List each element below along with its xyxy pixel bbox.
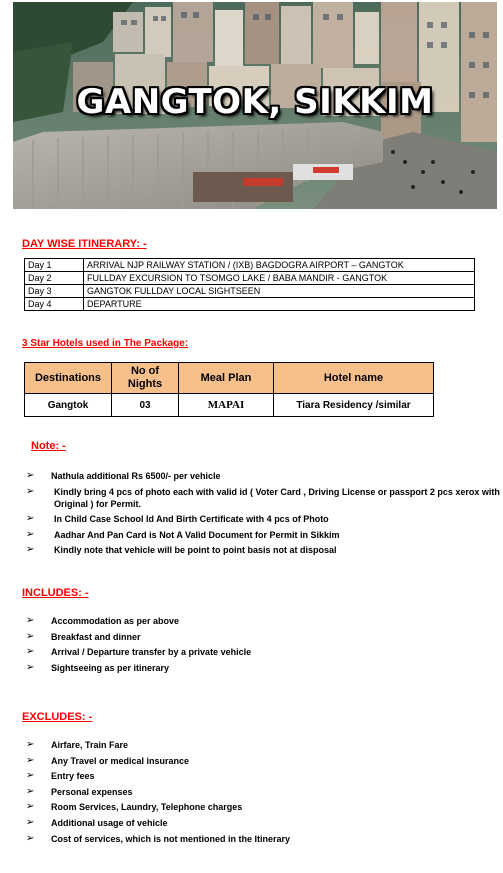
- list-item: ➢ Kindly bring 4 pcs of photo each with valid id ( Voter Card , Driving License or passport 2 pcs xerox with Original ) for Permit.: [26, 485, 500, 509]
- table-row: [25, 298, 475, 311]
- list-item: ➢ In Child Case School Id And Birth Certificate with 4 pcs of Photo: [26, 513, 329, 524]
- arrow-bullet-icon: ➢: [26, 630, 35, 642]
- list-item: ➢ Accommodation as per above: [26, 615, 180, 626]
- table-row: [25, 259, 475, 272]
- day-cell: Day 1: [25, 259, 84, 272]
- desc-cell: FULLDAY EXCURSION TO TSOMGO LAKE / BABA MANDIR - GANGTOK: [84, 272, 475, 285]
- hero-banner: [13, 2, 497, 209]
- excludes-heading-suffix: : -: [81, 711, 93, 723]
- arrow-bullet-icon: ➢: [26, 544, 35, 555]
- list-item: ➢ Kindly note that vehicle will be point to point basis not at disposal: [26, 544, 337, 555]
- arrow-bullet-icon: ➢: [26, 615, 35, 626]
- arrow-bullet-icon: ➢: [26, 470, 35, 481]
- list-item: ➢ Personal expenses: [26, 785, 133, 797]
- list-item: ➢ Entry fees: [26, 770, 95, 782]
- desc-cell: DEPARTURE: [84, 298, 475, 311]
- arrow-bullet-icon: ➢: [26, 801, 35, 813]
- list-item: ➢ Sightseeing as per itinerary: [26, 661, 170, 673]
- note-heading-suffix: : -: [55, 440, 66, 452]
- col-destinations: Destinations: [25, 363, 112, 394]
- arrow-bullet-icon: ➢: [26, 646, 35, 658]
- table-row: [25, 272, 475, 285]
- excludes-list: [26, 739, 290, 848]
- day-cell: Day 3: [25, 285, 84, 298]
- arrow-bullet-icon: ➢: [26, 485, 35, 497]
- nights-cell: 03: [112, 394, 179, 417]
- desc-cell: GANGTOK FULLDAY LOCAL SIGHTSEEN: [84, 285, 475, 298]
- note-heading: [31, 440, 66, 452]
- col-meal-plan: Meal Plan: [179, 363, 274, 394]
- arrow-bullet-icon: ➢: [26, 739, 35, 750]
- arrow-bullet-icon: ➢: [26, 770, 35, 782]
- note-heading-label: Note: [31, 440, 56, 452]
- list-item: ➢ Aadhar And Pan Card is Not A Valid Document for Permit in Sikkim: [26, 528, 340, 540]
- list-item: ➢ Additional usage of vehicle: [26, 816, 168, 828]
- hotel-name-cell: Tiara Residency /similar: [274, 394, 434, 417]
- table-row: [25, 285, 475, 298]
- includes-heading-label: INCLUDES: [22, 587, 79, 599]
- includes-heading-suffix: : -: [78, 587, 89, 599]
- itinerary-table: [24, 258, 475, 311]
- list-item: ➢ Airfare, Train Fare: [26, 739, 129, 750]
- hero-title: GANGTOK, SIKKIM: [76, 82, 434, 122]
- list-item: ➢ Cost of services, which is not mentioned in the Itinerary: [26, 832, 291, 844]
- meal-plan-cell: MAPAI: [179, 394, 274, 417]
- list-item: ➢ Nathula additional Rs 6500/- per vehicle: [26, 470, 221, 481]
- hotels-heading: 3 Star Hotels used in The Package:: [22, 338, 189, 349]
- arrow-bullet-icon: ➢: [26, 832, 35, 844]
- desc-cell: ARRIVAL NJP RAILWAY STATION / (IXB) BAGDOGRA AIRPORT – GANGTOK: [84, 259, 475, 272]
- note-list: [26, 470, 503, 560]
- destination-cell: Gangtok: [25, 394, 112, 417]
- list-item: ➢ Room Services, Laundry, Telephone charges: [26, 801, 243, 813]
- list-item: ➢ Any Travel or medical insurance: [26, 754, 190, 766]
- list-item: ➢ Arrival / Departure transfer by a private vehicle: [26, 646, 252, 658]
- arrow-bullet-icon: ➢: [26, 661, 35, 673]
- includes-list: [26, 615, 251, 677]
- arrow-bullet-icon: ➢: [26, 785, 35, 797]
- arrow-bullet-icon: ➢: [26, 513, 35, 524]
- table-header-row: [25, 363, 434, 394]
- arrow-bullet-icon: ➢: [26, 528, 35, 540]
- table-row: [25, 394, 434, 417]
- arrow-bullet-icon: ➢: [26, 754, 35, 766]
- itinerary-heading: DAY WISE ITINERARY: -: [22, 238, 147, 250]
- col-nights: No of Nights: [112, 363, 179, 394]
- col-hotel-name: Hotel name: [274, 363, 434, 394]
- hotels-table: [24, 362, 434, 417]
- day-cell: Day 2: [25, 272, 84, 285]
- excludes-heading: [22, 711, 92, 723]
- excludes-heading-label: EXCLUDES: [22, 711, 82, 723]
- arrow-bullet-icon: ➢: [26, 816, 35, 828]
- list-item: ➢ Breakfast and dinner: [26, 630, 141, 642]
- day-cell: Day 4: [25, 298, 84, 311]
- includes-heading: [22, 587, 89, 599]
